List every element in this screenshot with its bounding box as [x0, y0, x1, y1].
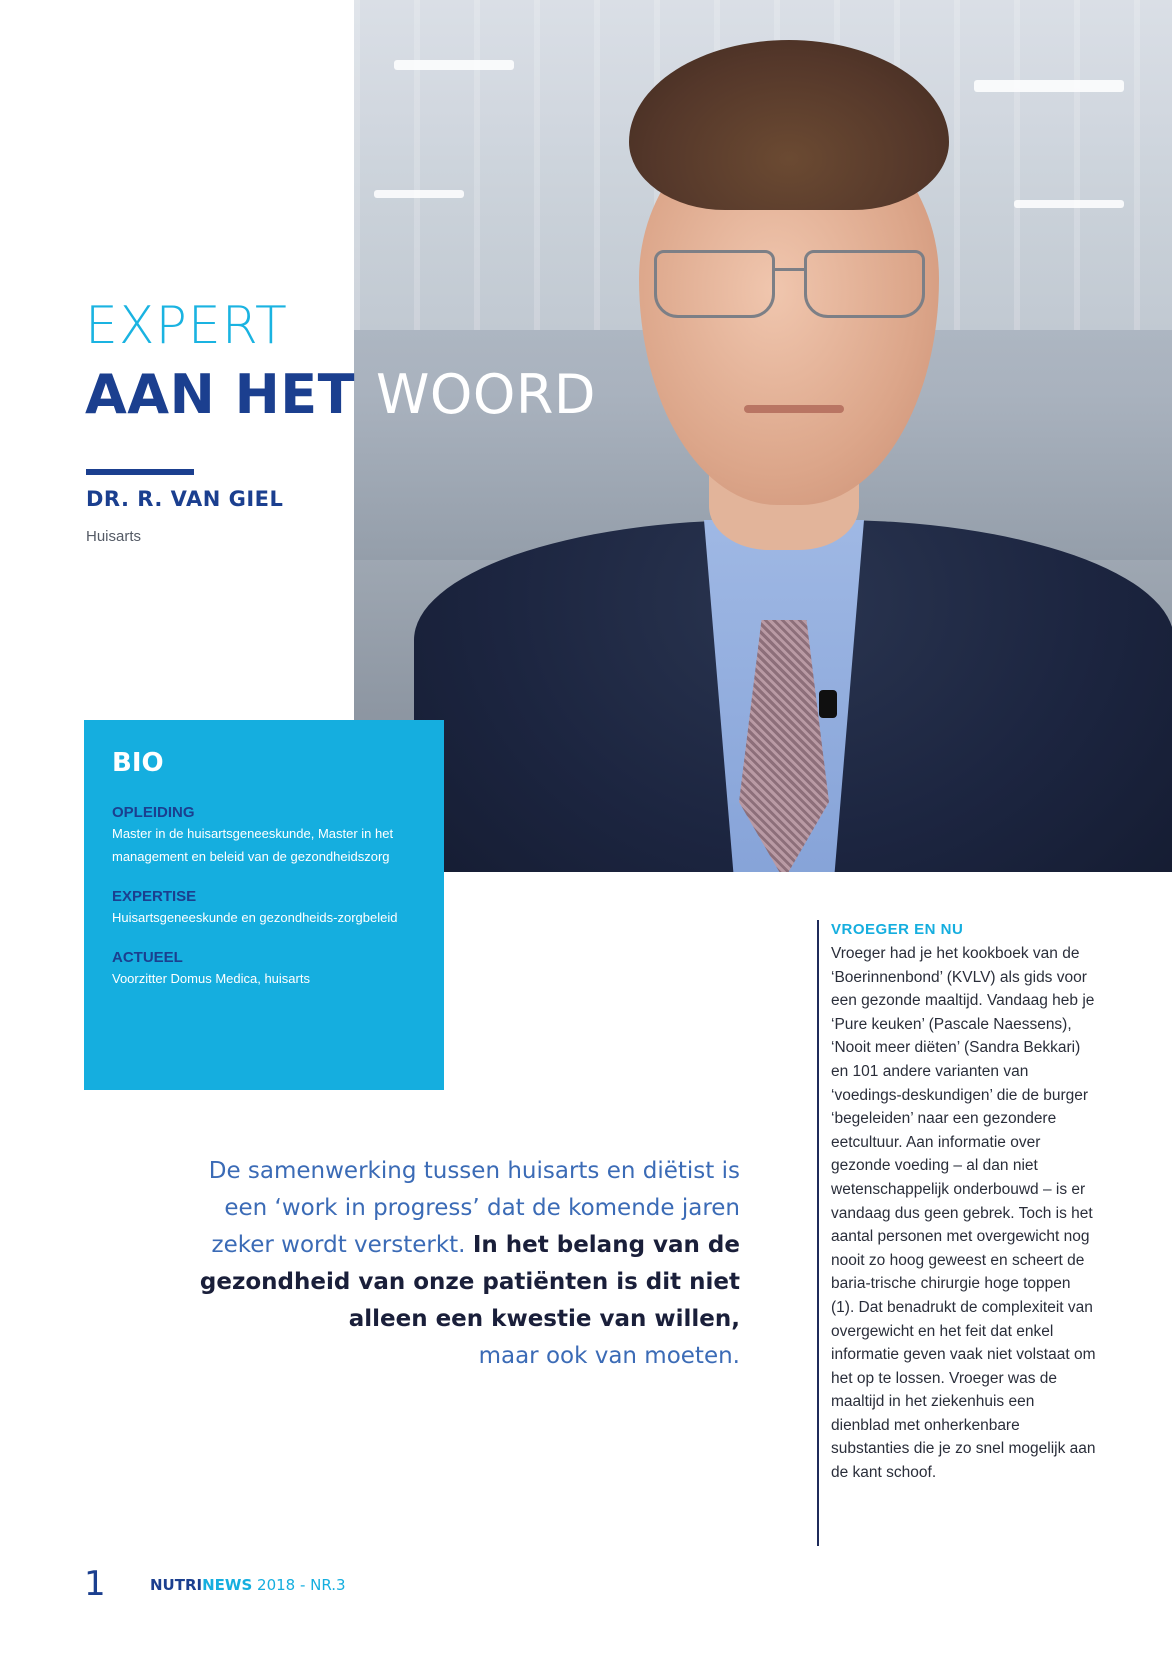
portrait-photo [354, 0, 1172, 872]
bio-text: Huisartsgeneeskunde en gezondheids-zorgbeleid [112, 910, 398, 925]
bio-text: Voorzitter Domus Medica, huisarts [112, 971, 310, 986]
pull-quote [180, 1153, 740, 1375]
photo-glasses [644, 250, 934, 320]
footer-magazine [150, 1578, 346, 1593]
photo-ceiling-light [374, 190, 464, 198]
microphone-icon [819, 690, 837, 718]
headline-aan-het: AAN HET [85, 363, 355, 426]
bio-text: Master in de huisartsgeneeskunde, Master in het management en beleid van de gezondheidszorg [112, 826, 394, 864]
bio-label: ACTUEEL [112, 949, 183, 966]
headline-expert: EXPERT [85, 296, 288, 356]
bio-label: OPLEIDING [112, 804, 195, 821]
title-divider [86, 469, 194, 475]
bio-label: EXPERTISE [112, 888, 197, 905]
photo-mouth [744, 405, 844, 413]
expert-name: DR. R. VAN GIEL [86, 487, 284, 511]
quote-end-part: maar ook van moeten. [478, 1343, 740, 1369]
footer-brand-nutri: NUTRI [150, 1576, 203, 1594]
bio-section-opleiding [112, 804, 418, 868]
footer-issue: 2018 - NR.3 [252, 1576, 346, 1594]
quote-bold-part: In het belang van de gezondheid van onze patiënten is dit niet alleen een kwestie van willen, [199, 1232, 740, 1332]
page-number: 1 [84, 1564, 106, 1604]
quote-light-part: De samenwerking tussen huisarts en diëtist is een ‘work in progress’ dat de komende jaren zeker wordt versterkt. [208, 1158, 740, 1258]
photo-ceiling-light [1014, 200, 1124, 208]
photo-ceiling-light [974, 80, 1124, 92]
bio-box [84, 720, 444, 1090]
sidebar-column [817, 920, 1096, 1546]
headline-woord: WOORD [376, 363, 597, 426]
sidebar-title: VROEGER EN NU [831, 921, 964, 938]
sidebar-body: Vroeger had je het kookboek van de ‘Boerinnenbond’ (KVLV) als gids voor een gezonde maaltijd. Vandaag heb je ‘Pure keuken’ (Pascale Naessens), ‘Nooit meer diëten’ (Sandra Bekkari) en 101 andere varianten van ‘voedings-deskundigen’ die de burger ‘begeleiden’ naar een gezondere eetcultuur. Aan informatie over gezonde voeding – al dan niet wetenschappelijk onderbouwd – is er vandaag dus geen gebrek. Toch is het aantal personen met overgewicht nog nooit zo hoog geweest en scheert de baria-trische chirurgie hoge toppen (1). Dat benadrukt de complexiteit van overgewicht en het feit dat enkel informatie geven vaak niet volstaat om het op te lossen. Vroeger was de maaltijd in het ziekenhuis een dienblad met onherkenbare substanties die je zo snel mogelijk aan de kant schoof. [831, 945, 1096, 1482]
bio-section-expertise [112, 888, 418, 929]
bio-title: BIO [112, 748, 164, 778]
photo-ceiling-light [394, 60, 514, 70]
bio-section-actueel [112, 949, 418, 990]
footer-brand-news: NEWS [202, 1576, 253, 1594]
expert-role: Huisarts [86, 528, 142, 545]
